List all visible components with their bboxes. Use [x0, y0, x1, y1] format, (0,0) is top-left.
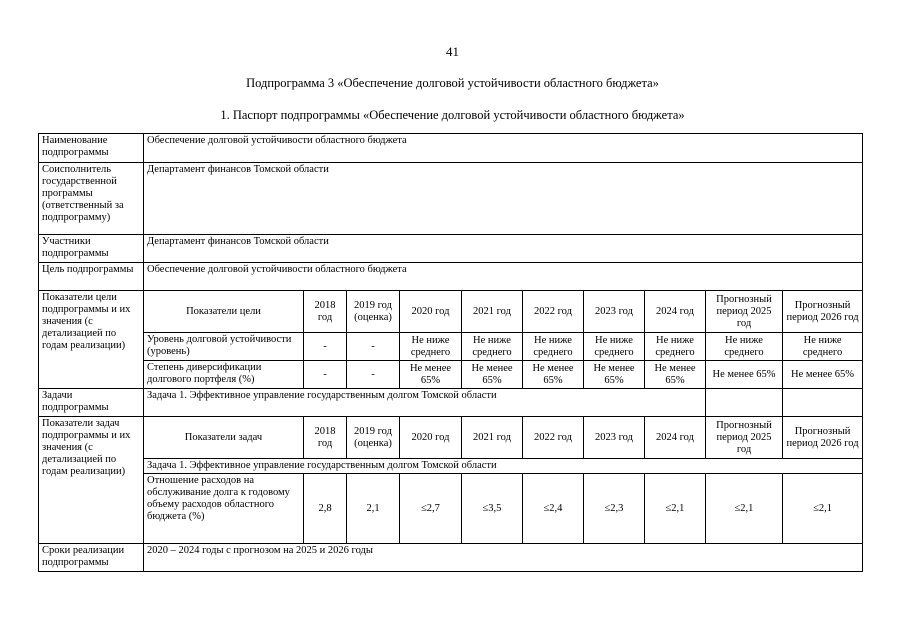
indicator-value: Не ниже среднего — [706, 333, 783, 361]
passport-table — [38, 133, 863, 572]
indicator-name: Уровень долговой устойчивости (уровень) — [144, 333, 304, 361]
tasks-empty-cell — [706, 389, 783, 417]
indicator-value: Не ниже среднего — [523, 333, 584, 361]
task-indicators-header — [39, 417, 863, 459]
header-cell: 2022 год — [523, 291, 584, 333]
indicator-value: Не ниже среднего — [400, 333, 462, 361]
terms-label: Сроки реализации подпрограммы — [39, 544, 144, 572]
indicator-value: ≤2,4 — [523, 474, 584, 544]
task-indicator-row — [39, 474, 863, 544]
header-cell: 2021 год — [462, 291, 523, 333]
header-cell: Прогнозный период 2025 год — [706, 291, 783, 333]
row-tasks — [39, 389, 863, 417]
header-cell: 2023 год — [584, 291, 645, 333]
subprogram-title: Подпрограмма 3 «Обеспечение долговой устойчивости областного бюджета» — [246, 76, 659, 90]
tasks-empty-cell — [783, 389, 863, 417]
goal-indicators-label: Показатели цели подпрограммы и их значения (с детализацией по годам реализации) — [39, 291, 144, 389]
indicator-value: - — [304, 333, 347, 361]
row-name — [39, 134, 863, 163]
task-title-row — [39, 459, 863, 474]
indicator-value: - — [347, 333, 400, 361]
participants-value: Департамент финансов Томской области — [144, 235, 863, 263]
header-cell: 2024 год — [645, 417, 706, 459]
indicator-value: ≤2,1 — [645, 474, 706, 544]
goal-label: Цель подпрограммы — [39, 263, 144, 291]
header-cell: Прогнозный период 2025 год — [706, 417, 783, 459]
indicator-value: - — [347, 361, 400, 389]
passport-title: 1. Паспорт подпрограммы «Обеспечение долговой устойчивости областного бюджета» — [220, 108, 685, 122]
name-label: Наименование подпрограммы — [39, 134, 144, 163]
header-cell: 2024 год — [645, 291, 706, 333]
indicator-value: Не ниже среднего — [584, 333, 645, 361]
indicator-value: ≤3,5 — [462, 474, 523, 544]
indicator-value: Не ниже среднего — [783, 333, 863, 361]
header-cell: 2020 год — [400, 291, 462, 333]
indicator-value: Не ниже среднего — [645, 333, 706, 361]
header-cell: 2018 год — [304, 291, 347, 333]
indicator-value: Не менее 65% — [783, 361, 863, 389]
tasks-label: Задачи подпрограммы — [39, 389, 144, 417]
indicator-name: Отношение расходов на обслуживание долга к годовому объему расходов областного бюджета (%) — [144, 474, 304, 544]
indicator-value: Не менее 65% — [462, 361, 523, 389]
header-cell: 2020 год — [400, 417, 462, 459]
task-title: Задача 1. Эффективное управление государственным долгом Томской области — [144, 459, 863, 474]
task-indicators-label: Показатели задач подпрограммы и их значения (с детализацией по годам реализации) — [39, 417, 144, 544]
header-cell: Прогнозный период 2026 год — [783, 417, 863, 459]
header-cell: 2021 год — [462, 417, 523, 459]
indicator-value: 2,1 — [347, 474, 400, 544]
name-value: Обеспечение долговой устойчивости областного бюджета — [144, 134, 863, 163]
indicator-value: Не менее 65% — [523, 361, 584, 389]
header-cell: 2018 год — [304, 417, 347, 459]
goal-indicator-row — [39, 333, 863, 361]
goal-indicators-header — [39, 291, 863, 333]
indicator-value: Не менее 65% — [400, 361, 462, 389]
indicator-value: Не менее 65% — [645, 361, 706, 389]
tasks-value: Задача 1. Эффективное управление государственным долгом Томской области — [144, 389, 706, 417]
indicator-value: ≤2,1 — [783, 474, 863, 544]
header-cell: 2019 год (оценка) — [347, 417, 400, 459]
header-cell: 2023 год — [584, 417, 645, 459]
coexecutor-value: Департамент финансов Томской области — [144, 163, 863, 235]
goal-indicator-row — [39, 361, 863, 389]
header-cell: 2019 год (оценка) — [347, 291, 400, 333]
indicator-value: Не менее 65% — [706, 361, 783, 389]
row-terms — [39, 544, 863, 572]
indicator-name: Степень диверсификации долгового портфеля (%) — [144, 361, 304, 389]
header-cell: Показатели задач — [144, 417, 304, 459]
header-cell: Показатели цели — [144, 291, 304, 333]
page-number: 41 — [446, 44, 459, 59]
indicator-value: ≤2,7 — [400, 474, 462, 544]
indicator-value: Не менее 65% — [584, 361, 645, 389]
indicator-value: Не ниже среднего — [462, 333, 523, 361]
row-goal — [39, 263, 863, 291]
row-participants — [39, 235, 863, 263]
indicator-value: 2,8 — [304, 474, 347, 544]
header-cell: 2022 год — [523, 417, 584, 459]
indicator-value: ≤2,1 — [706, 474, 783, 544]
coexecutor-label: Соисполнитель государственной программы (ответственный за подпрограмму) — [39, 163, 144, 235]
row-coexecutor — [39, 163, 863, 235]
terms-value: 2020 – 2024 годы с прогнозом на 2025 и 2026 годы — [144, 544, 863, 572]
indicator-value: ≤2,3 — [584, 474, 645, 544]
header-cell: Прогнозный период 2026 год — [783, 291, 863, 333]
participants-label: Участники подпрограммы — [39, 235, 144, 263]
goal-value: Обеспечение долговой устойчивости областного бюджета — [144, 263, 863, 291]
indicator-value: - — [304, 361, 347, 389]
